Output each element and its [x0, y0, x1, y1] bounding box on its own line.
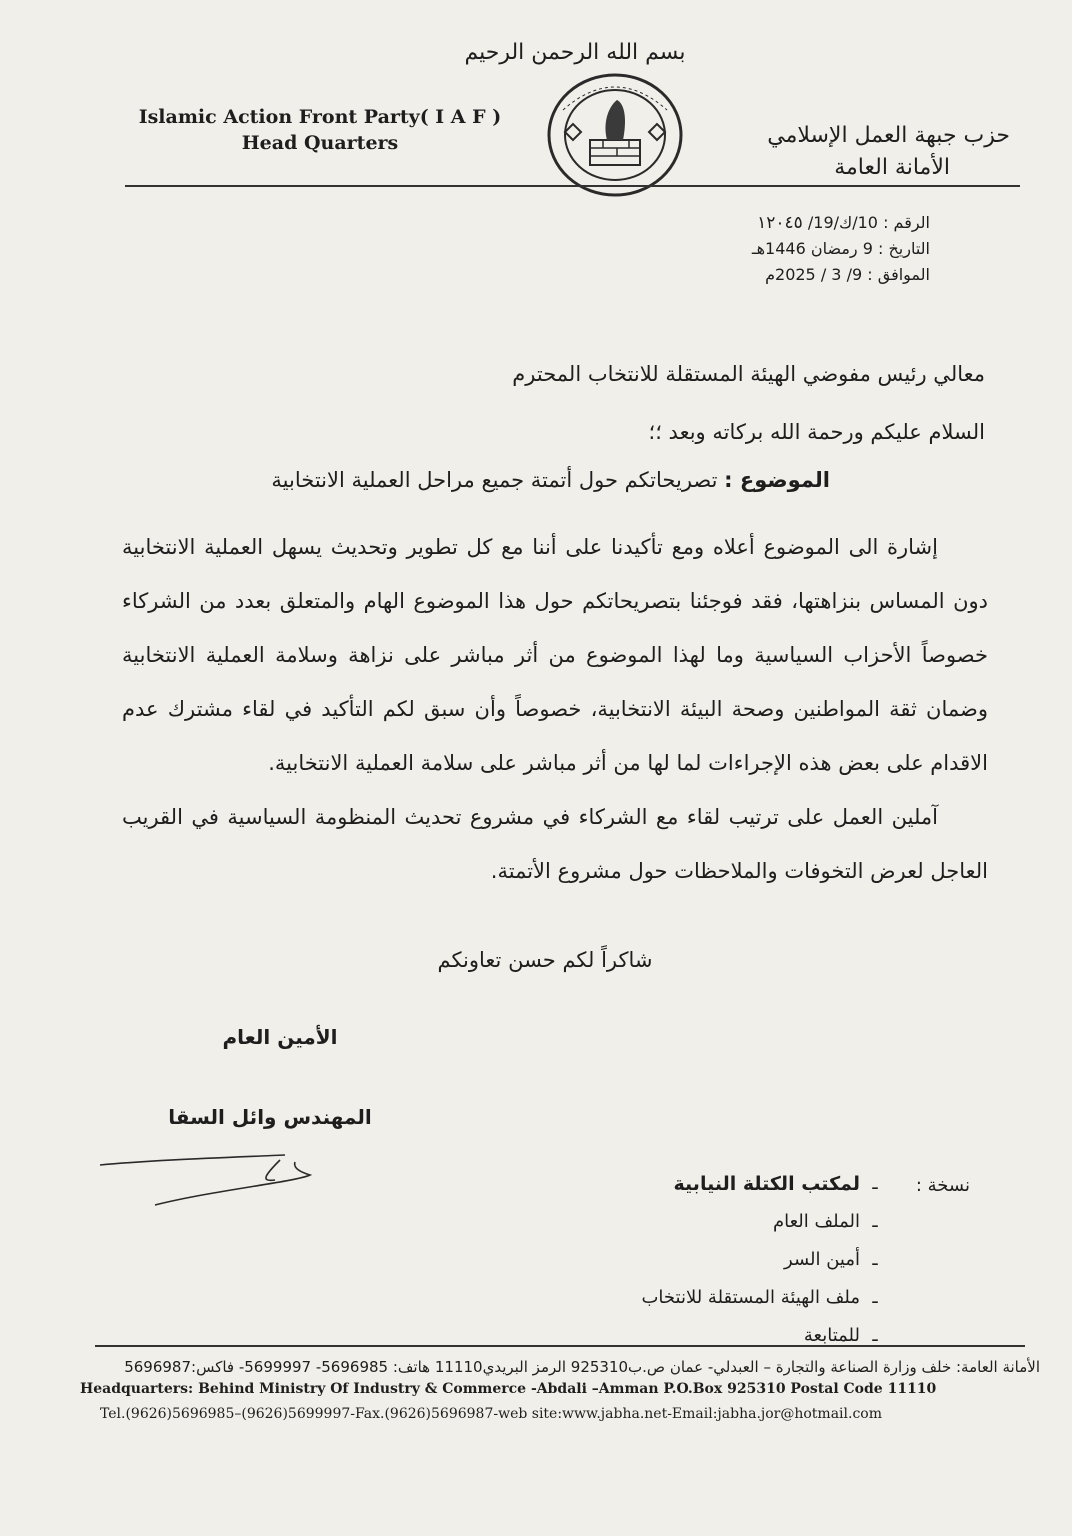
copy-item: ـ أمين السر [784, 1249, 878, 1270]
arabic-letterhead [680, 120, 1010, 184]
paragraph-2: آملين العمل على ترتيب لقاء مع الشركاء في مشروع تحديث المنظومة السياسية في القريب العاجل لعرض التخوفات والملاحظات حول مشروع الأتمتة. [122, 805, 988, 883]
subject-label: الموضوع : [724, 468, 830, 492]
header-divider [125, 185, 1020, 187]
copy-item: ـ لمكتب الكتلة النيابية [673, 1173, 878, 1195]
footer-divider [95, 1345, 1025, 1347]
copy-item: ـ ملف الهيئة المستقلة للانتخاب [641, 1287, 878, 1308]
handwritten-signature-icon [95, 1120, 415, 1210]
signature-title: الأمين العام [222, 1025, 338, 1049]
english-party-sub: Head Quarters [241, 132, 399, 154]
reference-number-handwritten: ١٢٠٤٥ [757, 213, 803, 233]
basmala: بسم الله الرحمن الرحيم [464, 40, 686, 65]
footer-english-address: Headquarters: Behind Ministry Of Industry & Commerce -Abdali –Amman P.O.Box 925310 Postal Code 11110 [80, 1381, 937, 1397]
copy-item: ـ للمتابعة [803, 1325, 878, 1346]
footer-arabic-address: الأمانة العامة: خلف وزارة الصناعة والتجارة – العبدلي- عمان ص.ب925310 الرمز البريدي11110 هاتف: 5696985- 5699997- فاكس:5696987 [124, 1358, 1040, 1376]
reference-date-hijri: التاريخ : 9 رمضان 1446هـ [751, 239, 930, 258]
copies-list [600, 1165, 890, 1355]
reference-date-gregorian: الموافق : 9/ 3 / 2025م [765, 265, 930, 284]
arabic-party-name: حزب جبهة العمل الإسلامي [767, 123, 1010, 148]
english-letterhead [120, 104, 520, 156]
subject-line [130, 468, 830, 492]
reference-block [520, 210, 930, 288]
arabic-party-sub: الأمانة العامة [834, 155, 950, 180]
closing: شاكراً لكم حسن تعاونكم [437, 948, 653, 972]
addressee: معالي رئيس مفوضي الهيئة المستقلة للانتخاب المحترم [512, 362, 985, 386]
greeting: السلام عليكم ورحمة الله بركاته وبعد ؛؛ [648, 420, 985, 444]
copy-item: ـ الملف العام [772, 1211, 878, 1232]
paragraph-1: إشارة الى الموضوع أعلاه ومع تأكيدنا على أننا مع كل تطوير وتحديث يسهل العملية الانتخابية دون المساس بنزاهتها، فقد فوجئنا بتصريحاتكم حول هذا الموضوع الهام والمتعلق بعدد من الشركاء خصوصاً الأحزاب السياسية وما لهذا الموضوع من أثر مباشر على نزاهة وسلامة العملية الانتخابية وضمان ثقة المواطنين وصحة البيئة الانتخابية، خصوصاً وأن سبق لكم التأكيد في لقاء مشترك عدم الاقدام على بعض هذه الإجراءات لما لها من أثر مباشر على سلامة العملية الانتخابية. [122, 535, 988, 775]
reference-number-label: الرقم : 10/ك/19/ [807, 213, 930, 232]
party-seal-icon [545, 70, 685, 200]
footer-contact: Tel.(9626)5696985–(9626)5699997-Fax.(9626)5696987-web site:www.jabha.net-Email:jabha.jor@hotmail.com [100, 1406, 883, 1422]
english-party-name: Islamic Action Front Party( I A F ) [138, 106, 502, 128]
copies-label: نسخة : [915, 1175, 970, 1196]
reference-number [520, 210, 930, 236]
letter-body [122, 520, 988, 898]
subject-text: تصريحاتكم حول أتمتة جميع مراحل العملية الانتخابية [271, 468, 718, 492]
signature-name: المهندس وائل السقا [168, 1105, 372, 1129]
